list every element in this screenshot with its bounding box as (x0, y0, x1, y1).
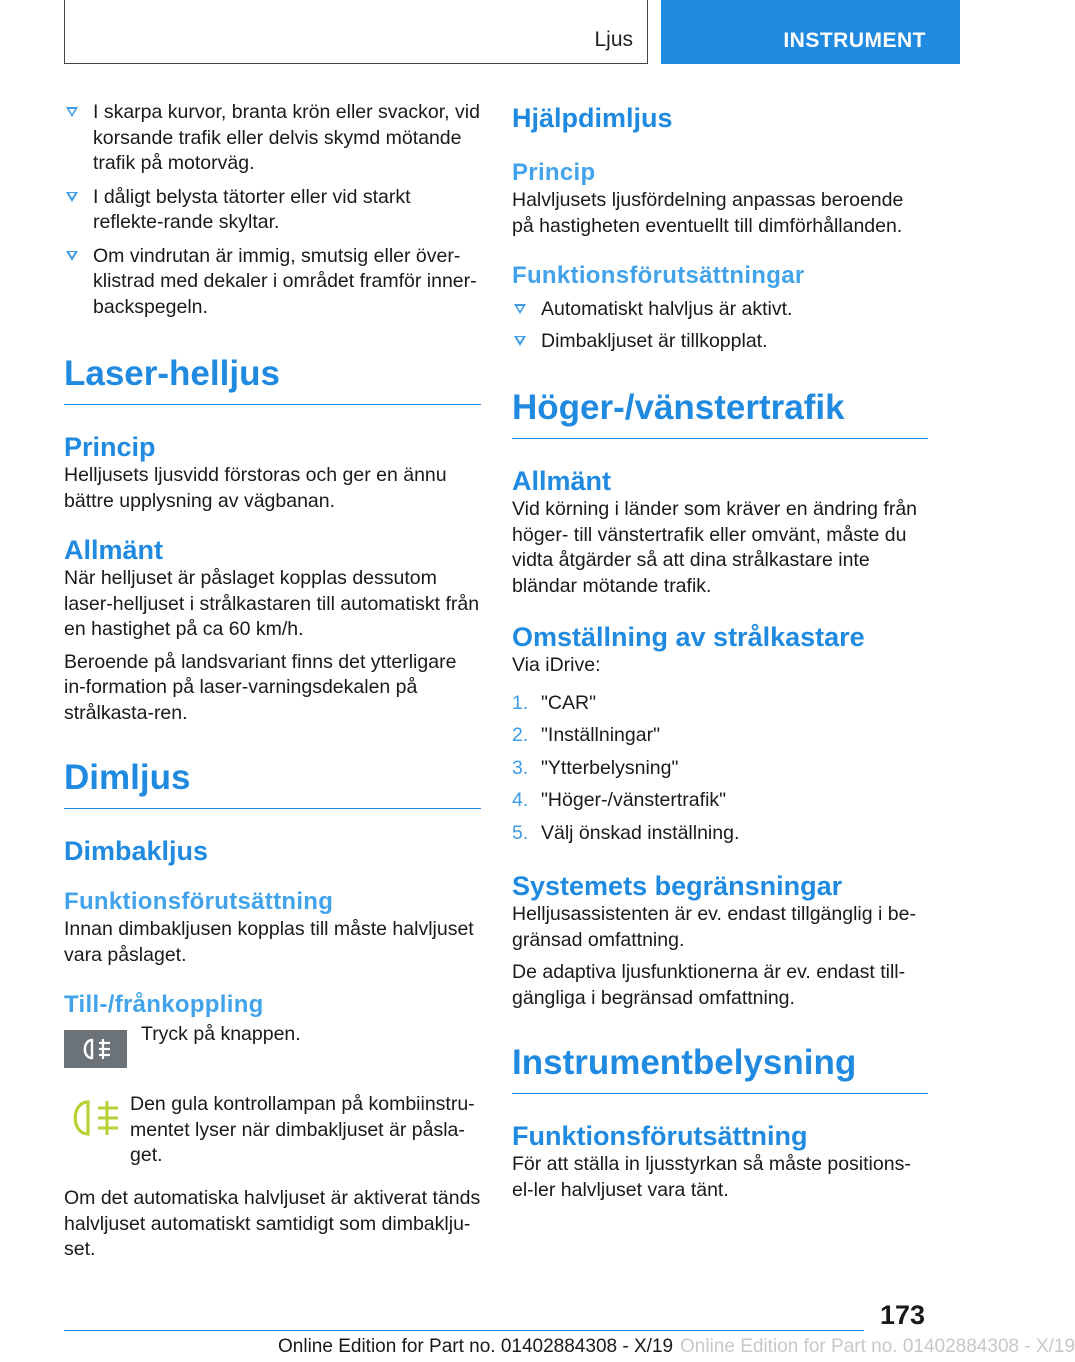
indicator-instruction-row (64, 1092, 481, 1174)
laser-principle-heading: Princip (64, 432, 156, 462)
laser-general-paragraph-1: När helljuset är påslaget kopplas dessutom laser-helljuset i strålkastaren till automatiskt från en hastighet på ca 60 km/h. (64, 567, 480, 640)
triangle-bullet-icon (66, 251, 78, 261)
triangle-bullet-icon (66, 192, 78, 202)
list-item: 4. "Höger-/vänstertrafik" (512, 789, 727, 811)
header-chapter-title: INSTRUMENT (783, 29, 926, 52)
laser-general-paragraph-2: Beroende på landsvariant finns det ytterligare in-formation på laser-varningsdekalen på strålkasta-ren. (64, 650, 457, 724)
laser-general-heading: Allmänt (64, 535, 164, 565)
indicator-instruction-text: Den gula kontrollampan på kombiinstru-mentet lyser när dimbakljuset är påsla-get. (130, 1093, 475, 1166)
fog-section-title: Dimljus (64, 758, 481, 809)
header-section-box (64, 0, 648, 64)
aux-principle-text: Halvljusets ljusfördelning anpassas beroende på hastigheten eventuellt till dimförhållanden. (512, 189, 904, 237)
headlight-switch-heading: Omställning av strålkastare (512, 622, 865, 652)
list-item: 3. "Ytterbelysning" (512, 756, 679, 779)
header-section-title: Ljus (594, 28, 633, 51)
laser-principle-text: Helljusets ljusvidd förstoras och ger en ännu bättre upplysning av vägbanan. (64, 464, 447, 512)
traffic-section-title: Höger-/vänstertrafik (512, 388, 928, 439)
idrive-step-list (512, 691, 928, 847)
button-instruction-row (64, 1022, 481, 1086)
rear-fog-light-symbol-icon (79, 1037, 113, 1061)
left-column (64, 100, 481, 1263)
edition-text: Online Edition for Part no. 01402884308 - X/19 (278, 1336, 674, 1357)
instrument-lighting-title: Instrumentbelysning (512, 1043, 928, 1094)
triangle-bullet-icon (66, 107, 78, 117)
rear-fog-toggle-heading: Till-/frånkoppling (64, 991, 264, 1018)
rear-fog-heading: Dimbakljus (64, 836, 209, 866)
header-chapter-tab (661, 0, 960, 64)
rear-fog-precondition-text: Innan dimbakljusen kopplas till måste halvljuset vara påslaget. (64, 918, 474, 966)
auto-low-beam-text: Om det automatiska halvljuset är aktiverat tänds halvljuset automatiskt samtidigt som dimbaklju-set. (64, 1187, 481, 1260)
traffic-general-text: Vid körning i länder som kräver en ändring från höger- till vänstertrafik eller omvänt, måste du vidta åtgärder så att dina strålkastare inte bländar mötande trafik. (512, 498, 918, 597)
list-item: Om vindrutan är immig, smutsig eller över-klistrad med dekaler i området framför inner-backspegeln. (64, 244, 481, 321)
aux-precondition-heading: Funktionsförutsättningar (512, 262, 805, 289)
instrument-precondition-heading: Funktionsförutsättning (512, 1121, 808, 1151)
system-limits-paragraph-2: De adaptiva ljusfunktionerna är ev. endast till-gängliga i begränsad omfattning. (512, 961, 906, 1009)
list-item: Automatiskt halvljus är aktivt. (512, 297, 928, 323)
watermark-text: Online Edition for Part no. 01402884308 - X/19 (680, 1336, 1075, 1357)
aux-precondition-list (512, 297, 928, 354)
right-column (512, 100, 928, 1203)
rear-fog-precondition-heading: Funktionsförutsättning (64, 888, 334, 915)
list-item: 1. "CAR" (512, 691, 597, 714)
list-item: Dimbakljuset är tillkopplat. (512, 329, 928, 355)
intro-bullet-list (64, 100, 481, 320)
rear-fog-light-button-icon (64, 1030, 127, 1068)
list-item: 2. "Inställningar" (512, 724, 660, 746)
instrument-precondition-text: För att ställa in ljusstyrkan så måste positions- el-ler halvljuset vara tänt. (512, 1153, 911, 1201)
triangle-bullet-icon (514, 304, 526, 314)
traffic-general-heading: Allmänt (512, 466, 612, 496)
list-item: 5. Välj önskad inställning. (512, 821, 740, 844)
button-instruction-text: Tryck på knappen. (141, 1023, 301, 1045)
aux-principle-heading: Princip (512, 159, 596, 186)
rear-fog-light-indicator-icon (67, 1098, 121, 1138)
laser-section-title: Laser-helljus (64, 354, 481, 405)
via-idrive-text: Via iDrive: (512, 654, 601, 676)
list-item: I dåligt belysta tätorter eller vid starkt reflekte-rande skyltar. (64, 185, 481, 236)
list-item: I skarpa kurvor, branta krön eller svackor, vid korsande trafik eller delvis skymd mötande trafik på motorväg. (64, 100, 481, 177)
system-limits-paragraph-1: Helljusassistenten är ev. endast tillgänglig i be-gränsad omfattning. (512, 903, 916, 951)
aux-fog-heading: Hjälpdimljus (512, 103, 673, 133)
footer-divider (64, 1330, 864, 1331)
triangle-bullet-icon (514, 336, 526, 346)
system-limits-heading: Systemets begränsningar (512, 871, 843, 901)
page-number: 173 (880, 1300, 926, 1330)
